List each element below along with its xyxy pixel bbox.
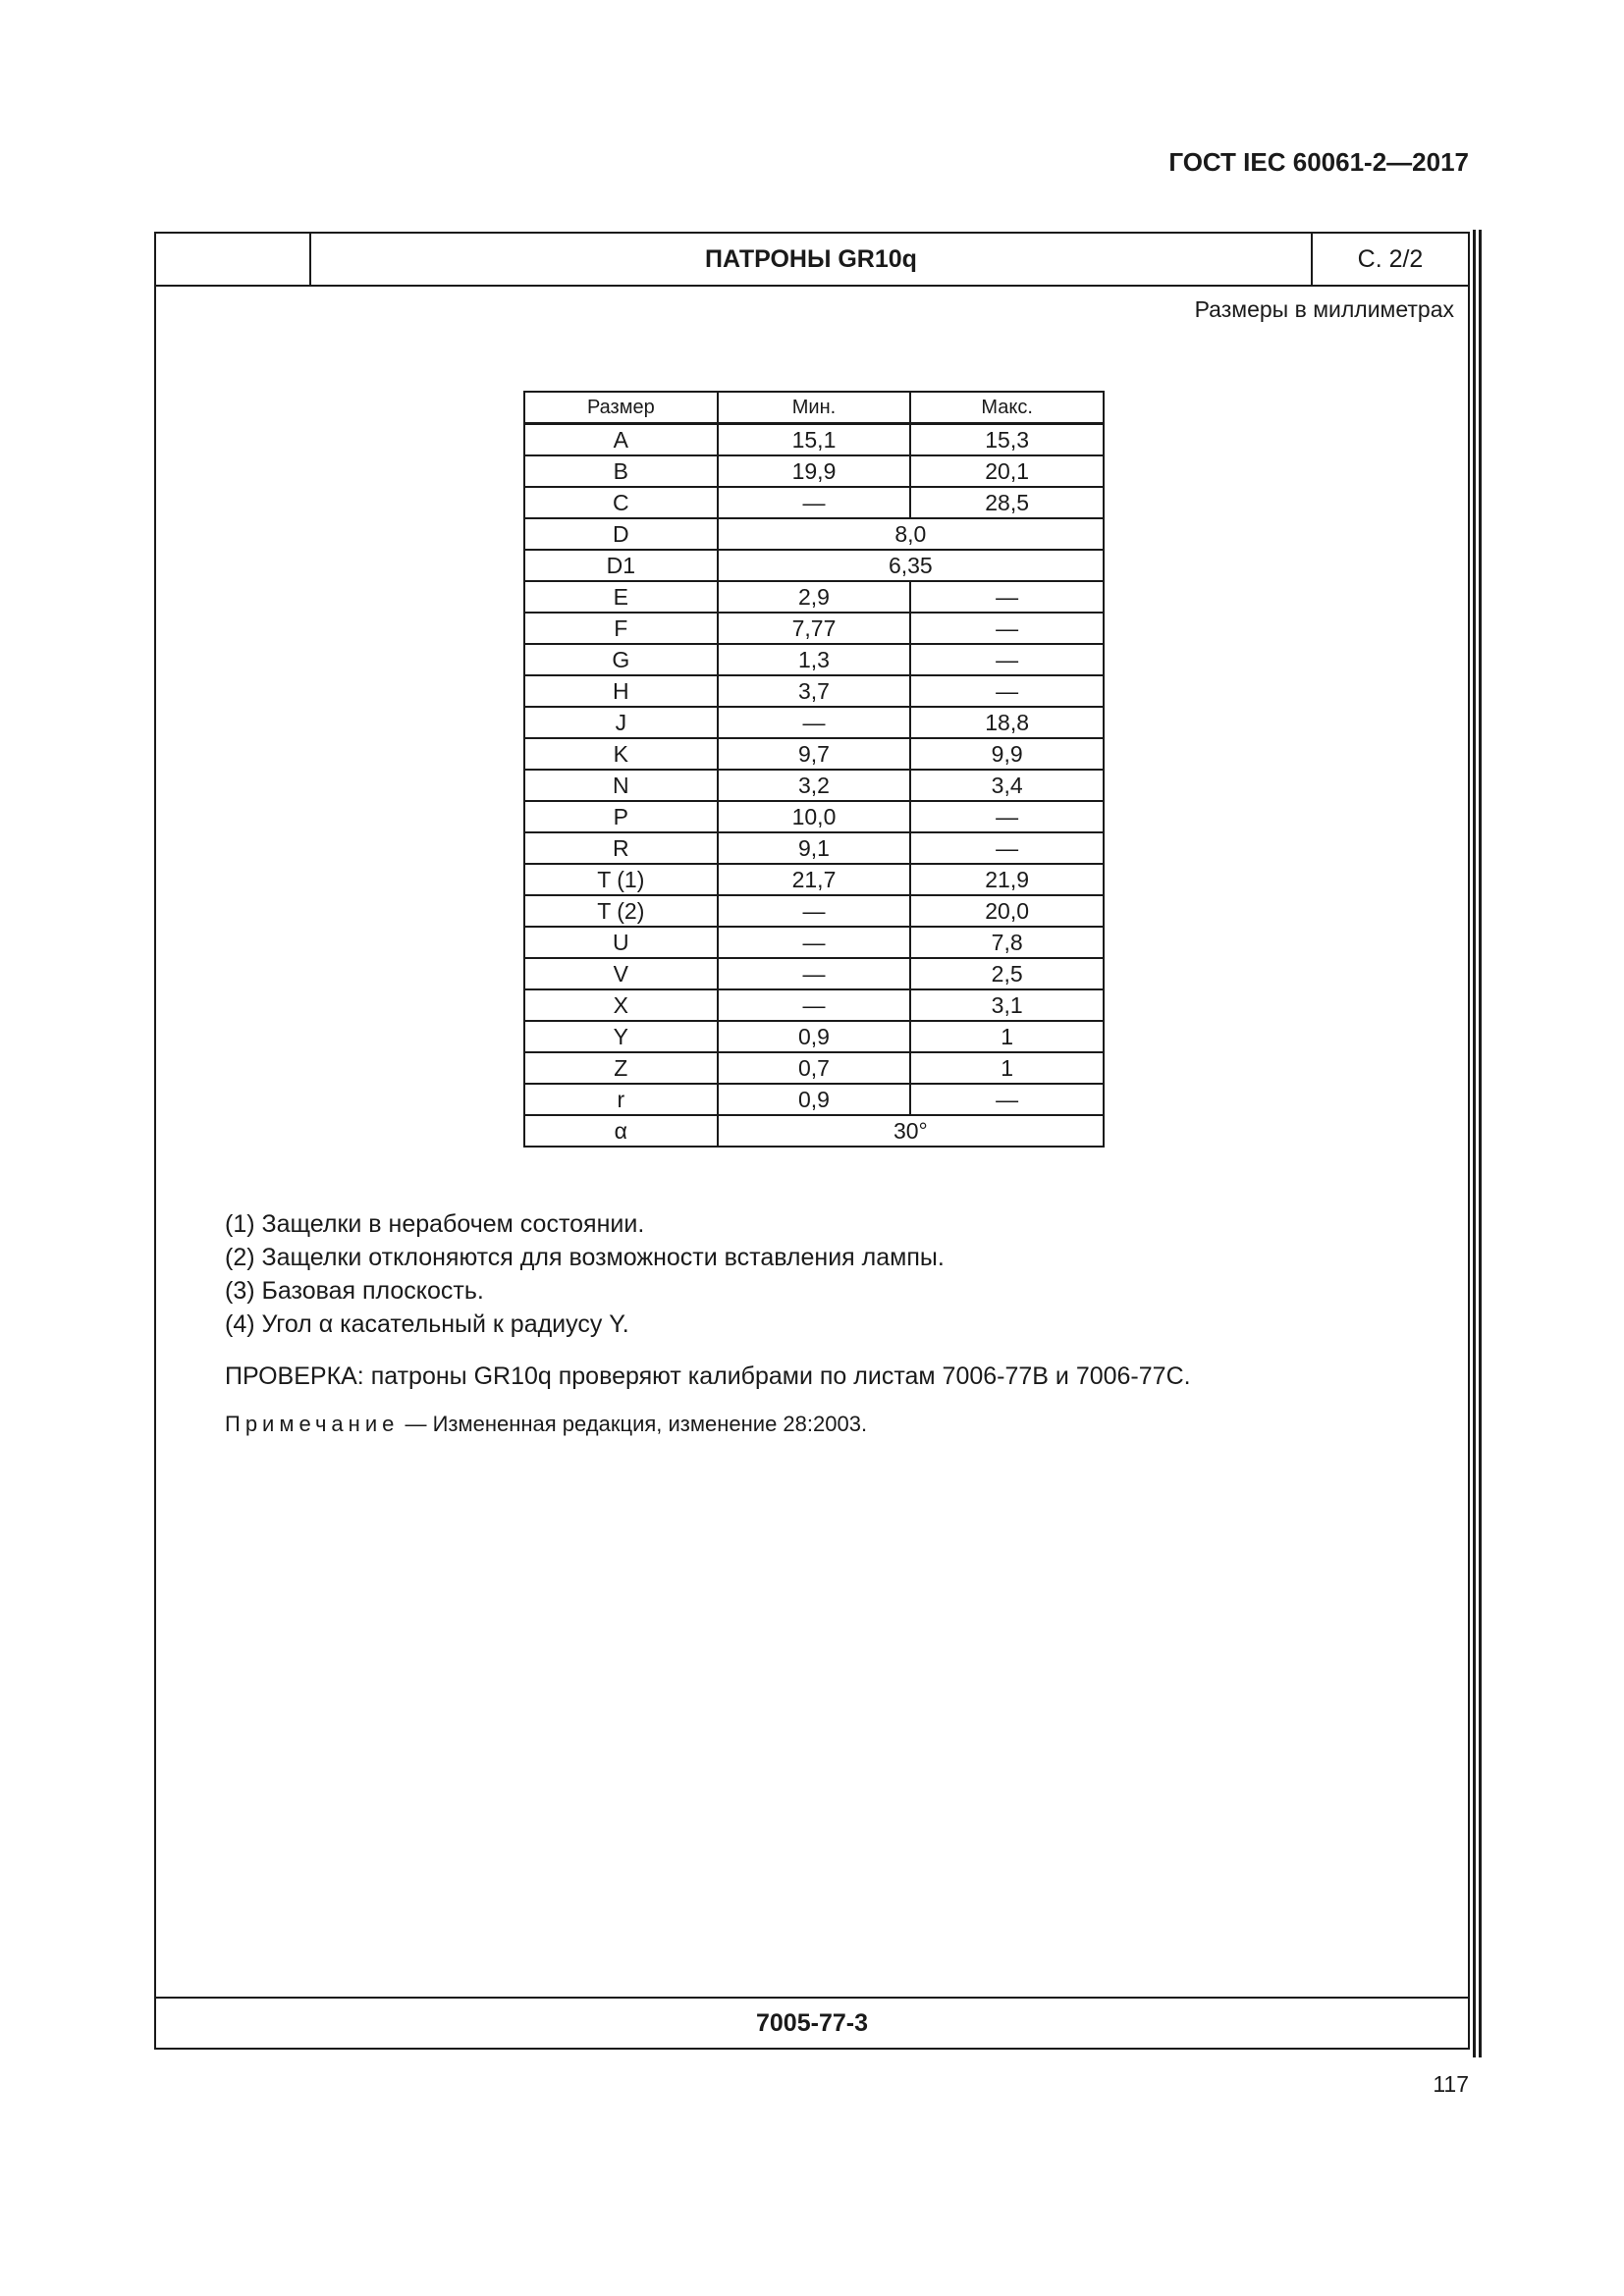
- note-item: (1) Защелки в нерабочем состоянии.: [225, 1210, 645, 1238]
- dimension-cell: J: [524, 707, 718, 738]
- min-cell: 0,9: [718, 1021, 911, 1052]
- dimension-cell: G: [524, 644, 718, 675]
- dimension-cell: Y: [524, 1021, 718, 1052]
- max-cell: —: [910, 644, 1104, 675]
- max-cell: 20,1: [910, 455, 1104, 487]
- min-cell: 9,1: [718, 832, 911, 864]
- table-row: [524, 801, 1104, 832]
- table-row: [524, 927, 1104, 958]
- table-row: [524, 989, 1104, 1021]
- min-cell: 21,7: [718, 864, 911, 895]
- max-cell: —: [910, 1084, 1104, 1115]
- table-row: [524, 832, 1104, 864]
- remark-dash: —: [405, 1412, 427, 1436]
- table-row: [524, 550, 1104, 581]
- max-cell: 18,8: [910, 707, 1104, 738]
- sheet-header: [156, 234, 1468, 287]
- value-cell: 6,35: [718, 550, 1104, 581]
- table-row: [524, 895, 1104, 927]
- dimension-cell: T (1): [524, 864, 718, 895]
- sheet-title: ПАТРОНЫ GR10q: [311, 234, 1313, 285]
- dimension-cell: r: [524, 1084, 718, 1115]
- dimension-cell: N: [524, 770, 718, 801]
- min-cell: 0,7: [718, 1052, 911, 1084]
- dimension-cell: D: [524, 518, 718, 550]
- max-cell: 20,0: [910, 895, 1104, 927]
- table-header-row: [524, 392, 1104, 424]
- min-cell: 3,2: [718, 770, 911, 801]
- min-cell: —: [718, 707, 911, 738]
- min-cell: 2,9: [718, 581, 911, 613]
- table-row: [524, 455, 1104, 487]
- table-row: [524, 581, 1104, 613]
- min-cell: 15,1: [718, 424, 911, 456]
- dimension-cell: C: [524, 487, 718, 518]
- table-row: [524, 1021, 1104, 1052]
- standard-code: ГОСТ IEC 60061-2—2017: [1168, 147, 1469, 177]
- dimension-cell: H: [524, 675, 718, 707]
- min-cell: 19,9: [718, 455, 911, 487]
- min-cell: 9,7: [718, 738, 911, 770]
- dimension-cell: P: [524, 801, 718, 832]
- max-cell: 1: [910, 1052, 1104, 1084]
- min-cell: 1,3: [718, 644, 911, 675]
- min-cell: 7,77: [718, 613, 911, 644]
- table-row: [524, 644, 1104, 675]
- max-cell: 28,5: [910, 487, 1104, 518]
- dimension-cell: R: [524, 832, 718, 864]
- dimension-cell: B: [524, 455, 718, 487]
- table-row: [524, 487, 1104, 518]
- table-row: [524, 1052, 1104, 1084]
- table-row: [524, 613, 1104, 644]
- min-cell: —: [718, 895, 911, 927]
- dimension-cell: U: [524, 927, 718, 958]
- table-row: [524, 864, 1104, 895]
- column-header: Мин.: [718, 392, 911, 424]
- sheet-page-label: С. 2/2: [1357, 244, 1424, 273]
- column-header: Макс.: [910, 392, 1104, 424]
- table-row: [524, 707, 1104, 738]
- note-item: (4) Угол α касательный к радиусу Y.: [225, 1310, 629, 1338]
- table-row: [524, 958, 1104, 989]
- max-cell: —: [910, 613, 1104, 644]
- max-cell: 15,3: [910, 424, 1104, 456]
- remark: [225, 1412, 867, 1437]
- max-cell: 7,8: [910, 927, 1104, 958]
- check-text: ПРОВЕРКА: патроны GR10q проверяют калибрами по листам 7006-77B и 7006-77C.: [225, 1362, 1191, 1390]
- table-row: [524, 424, 1104, 456]
- dimension-cell: A: [524, 424, 718, 456]
- notes-list: [225, 1207, 945, 1341]
- page-number: 117: [1433, 2071, 1469, 2097]
- max-cell: 21,9: [910, 864, 1104, 895]
- sheet-frame: [154, 232, 1470, 2050]
- dimension-cell: Z: [524, 1052, 718, 1084]
- min-cell: —: [718, 989, 911, 1021]
- max-cell: 2,5: [910, 958, 1104, 989]
- min-cell: —: [718, 958, 911, 989]
- dimension-cell: V: [524, 958, 718, 989]
- max-cell: —: [910, 801, 1104, 832]
- table-row: [524, 738, 1104, 770]
- dimension-cell: E: [524, 581, 718, 613]
- value-cell: 8,0: [718, 518, 1104, 550]
- header-blank-cell: [156, 234, 311, 285]
- frame-double-rule: [1479, 230, 1482, 2057]
- column-header: Размер: [524, 392, 718, 424]
- table-row: [524, 1084, 1104, 1115]
- dimension-cell: F: [524, 613, 718, 644]
- min-cell: 10,0: [718, 801, 911, 832]
- dimension-cell: X: [524, 989, 718, 1021]
- units-note: Размеры в миллиметрах: [1194, 296, 1454, 322]
- min-cell: —: [718, 927, 911, 958]
- max-cell: —: [910, 832, 1104, 864]
- sheet-number: 7005-77-3: [156, 1997, 1468, 2048]
- dimension-cell: D1: [524, 550, 718, 581]
- dimension-cell: K: [524, 738, 718, 770]
- dimensions-table: [523, 391, 1105, 1148]
- max-cell: 1: [910, 1021, 1104, 1052]
- min-cell: —: [718, 487, 911, 518]
- table-row: [524, 675, 1104, 707]
- max-cell: 9,9: [910, 738, 1104, 770]
- min-cell: 0,9: [718, 1084, 911, 1115]
- table-row: [524, 1115, 1104, 1147]
- dimension-cell: T (2): [524, 895, 718, 927]
- max-cell: —: [910, 581, 1104, 613]
- table-row: [524, 770, 1104, 801]
- remark-text: Измененная редакция, изменение 28:2003.: [432, 1412, 868, 1436]
- max-cell: —: [910, 675, 1104, 707]
- frame-double-rule: [1473, 230, 1476, 2057]
- note-item: (2) Защелки отклоняются для возможности вставления лампы.: [225, 1244, 945, 1271]
- table-row: [524, 518, 1104, 550]
- max-cell: 3,4: [910, 770, 1104, 801]
- remark-label: Примечание: [225, 1412, 400, 1436]
- min-cell: 3,7: [718, 675, 911, 707]
- max-cell: 3,1: [910, 989, 1104, 1021]
- value-cell: 30°: [718, 1115, 1104, 1147]
- dimension-cell: α: [524, 1115, 718, 1147]
- note-item: (3) Базовая плоскость.: [225, 1277, 484, 1305]
